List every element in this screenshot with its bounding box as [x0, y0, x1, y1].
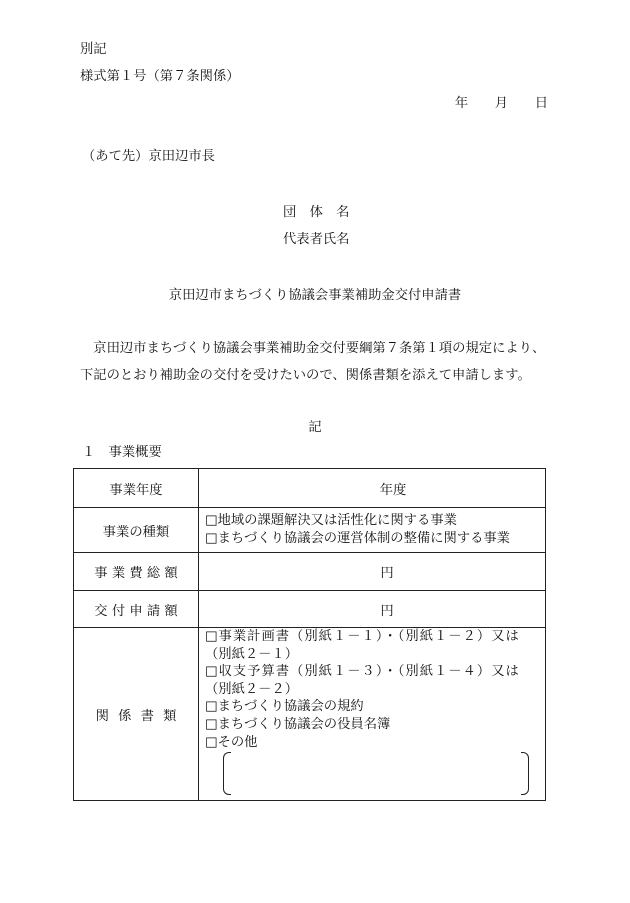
section-heading: １ 事業概要 — [82, 445, 162, 460]
document-title: 京田辺市まちづくり協議会事業補助金交付申請書 — [168, 288, 462, 303]
other-bracket-left — [223, 752, 231, 795]
organization-name-label: 団 体 名 — [283, 205, 350, 220]
body-paragraph-line-1: 京田辺市まちづくり協議会事業補助金交付要綱第７条第１項の規定により、 — [93, 341, 546, 356]
requested-amount-value: 円 — [199, 591, 546, 628]
table-row-total-cost — [74, 553, 546, 591]
other-bracket-right — [521, 752, 529, 795]
document-list-item: □収支予算書（別紙１－３）・（別紙１－４）又は — [205, 664, 520, 680]
document-list-item: □その他 — [205, 734, 258, 750]
table-row-requested-amount — [74, 591, 546, 628]
representative-name-label: 代表者氏名 — [283, 232, 350, 247]
row-label-project-type: 事業の種類 — [74, 508, 199, 553]
row-label-related-documents: 関 係 書 類 — [74, 628, 199, 801]
row-label-total-cost: 事 業 費 総 額 — [74, 553, 199, 591]
document-list-item: □まちづくり協議会の規約 — [205, 699, 364, 715]
ki-heading: 記 — [308, 420, 322, 435]
document-list-item: （別紙２－２） — [205, 681, 299, 697]
form-number: 様式第１号（第７条関係） — [80, 69, 240, 84]
body-paragraph-line-2: 下記のとおり補助金の交付を受けたいので、関係書類を添えて申請します。 — [80, 368, 531, 383]
table-row-related-documents — [74, 628, 546, 801]
project-overview-table — [73, 468, 546, 801]
project-type-option: □地域の課題解決又は活性化に関する事業 — [205, 513, 457, 529]
project-type-options — [199, 508, 546, 553]
fiscal-year-value: 年度 — [199, 469, 546, 508]
row-label-fiscal-year: 事業年度 — [74, 469, 199, 508]
table-row-project-type — [74, 508, 546, 553]
date-line: 年 月 日 — [454, 96, 548, 111]
document-list-item: □まちづくり協議会の役員名簿 — [205, 716, 391, 732]
project-type-option: □まちづくり協議会の運営体制の整備に関する事業 — [205, 531, 510, 546]
related-documents-list — [199, 628, 546, 801]
document-list-item: □事業計画書（別紙１－１）・（別紙１－２）又は — [205, 629, 520, 644]
addressee: （あて先）京田辺市長 — [82, 149, 215, 164]
document-list-item: （別紙２－１） — [205, 646, 299, 662]
total-cost-value: 円 — [199, 553, 546, 591]
appendix-label: 別記 — [80, 42, 107, 57]
row-label-requested-amount: 交 付 申 請 額 — [74, 591, 199, 628]
table-row-fiscal-year — [74, 469, 546, 508]
